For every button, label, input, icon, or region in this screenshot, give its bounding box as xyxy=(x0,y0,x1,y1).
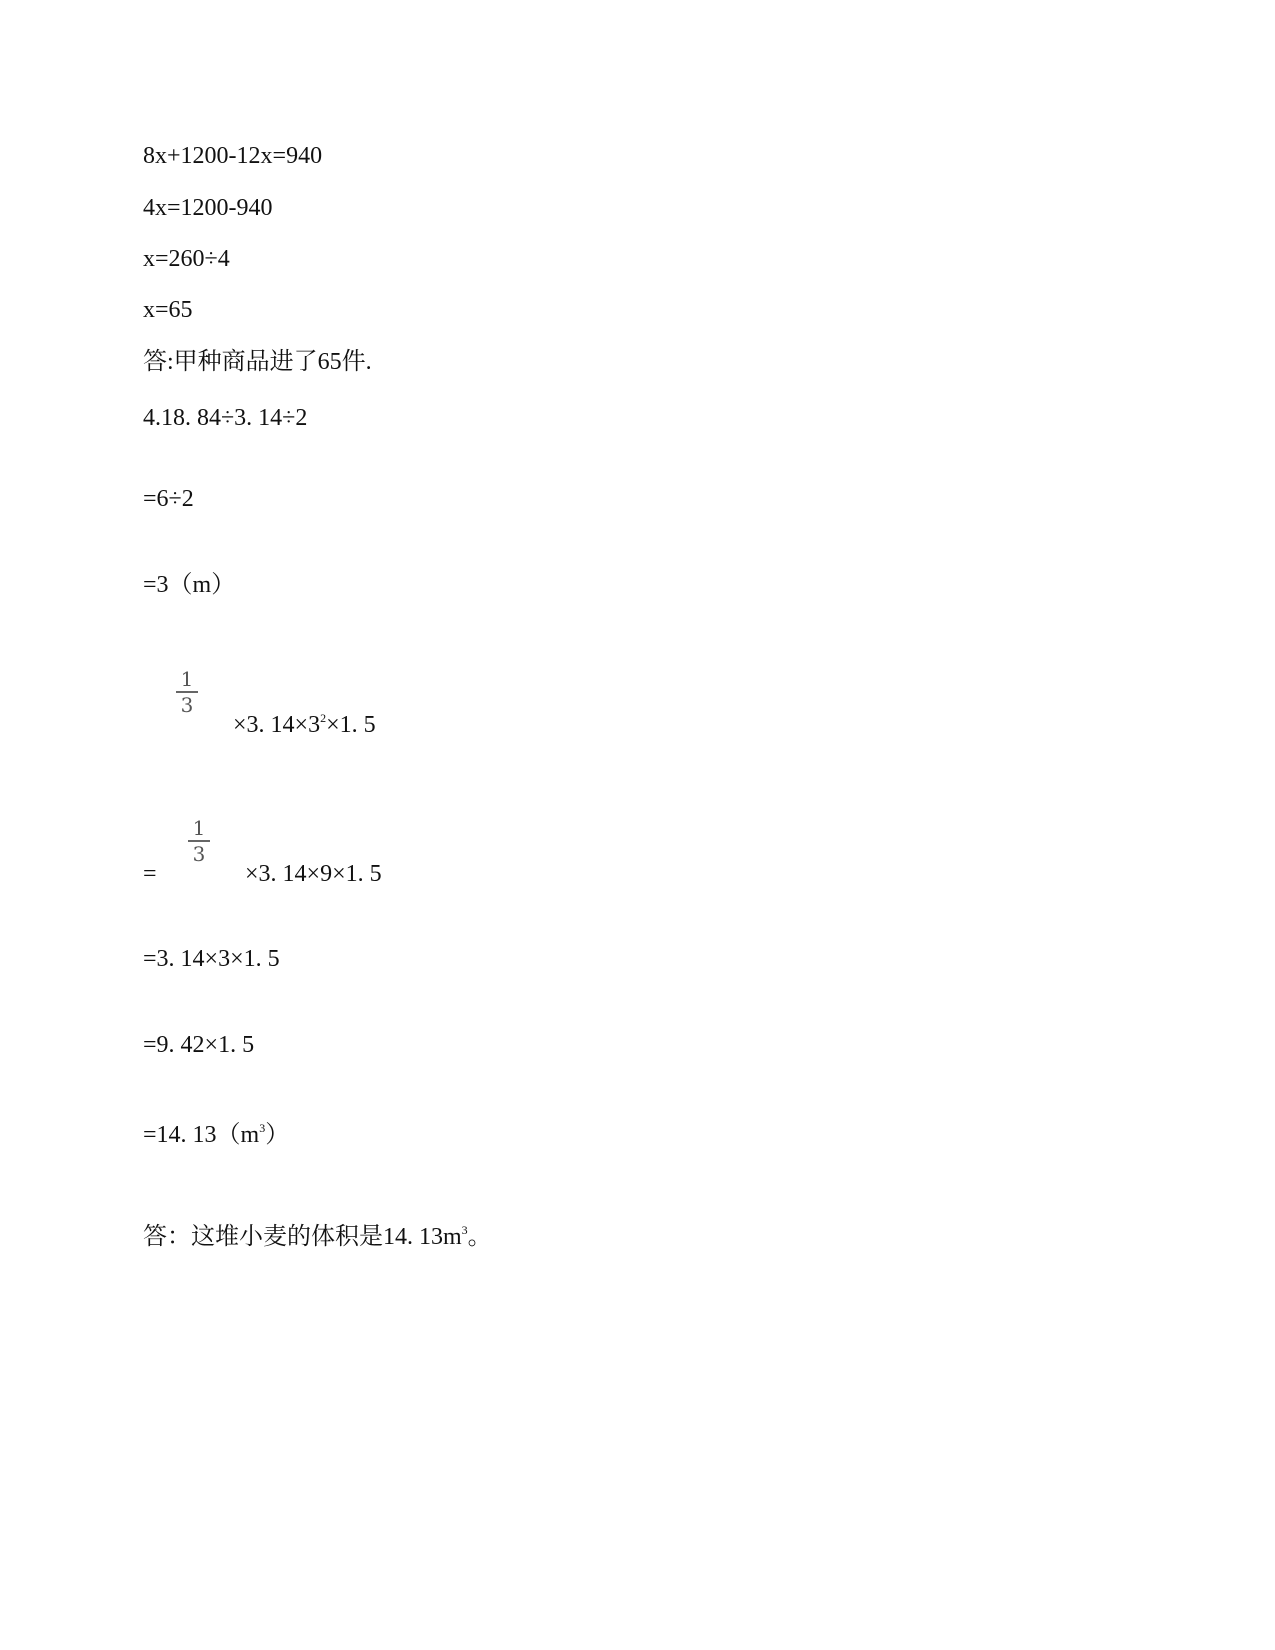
calc-line-radius-1: =6÷2 xyxy=(143,486,194,512)
exponent-three: 3 xyxy=(259,1121,266,1135)
volume-formula-line xyxy=(233,711,376,739)
exponent-three: 3 xyxy=(461,1223,468,1237)
volume-formula-part-b: ×1. 5 xyxy=(326,712,376,738)
answer-part-a: 答：这堆小麦的体积是14. 13m xyxy=(143,1224,462,1250)
volume-result-part-a: =14. 13（m xyxy=(143,1122,260,1148)
calc-line-radius-2: =3（m） xyxy=(143,572,236,598)
answer-line-1: 答:甲种商品进了65件. xyxy=(143,349,372,375)
volume-calc-line-3: =9. 42×1. 5 xyxy=(143,1032,255,1058)
fraction-denominator: 3 xyxy=(192,841,206,866)
volume-formula-part-a: ×3. 14×3 xyxy=(233,712,321,738)
fraction-one-third-2 xyxy=(188,817,210,865)
equals-sign: = xyxy=(143,861,157,887)
equation-line-4: x=65 xyxy=(143,297,193,323)
equation-line-1: 8x+1200-12x=940 xyxy=(143,143,323,169)
volume-calc-line: ×3. 14×9×1. 5 xyxy=(245,861,382,887)
fraction-numerator: 1 xyxy=(192,816,206,840)
answer-part-b: 。 xyxy=(467,1224,492,1250)
exponent-two: 2 xyxy=(320,711,327,725)
volume-result-line xyxy=(143,1121,289,1149)
volume-calc-line-2: =3. 14×3×1. 5 xyxy=(143,946,280,972)
volume-result-part-b: ） xyxy=(265,1122,290,1148)
answer-line-2 xyxy=(143,1223,492,1251)
fraction-denominator: 3 xyxy=(180,692,194,717)
equation-line-2: 4x=1200-940 xyxy=(143,195,273,221)
fraction-numerator: 1 xyxy=(180,667,194,691)
fraction-one-third-1 xyxy=(176,668,198,716)
equation-line-3: x=260÷4 xyxy=(143,246,230,272)
problem-4-line: 4.18. 84÷3. 14÷2 xyxy=(143,405,308,431)
